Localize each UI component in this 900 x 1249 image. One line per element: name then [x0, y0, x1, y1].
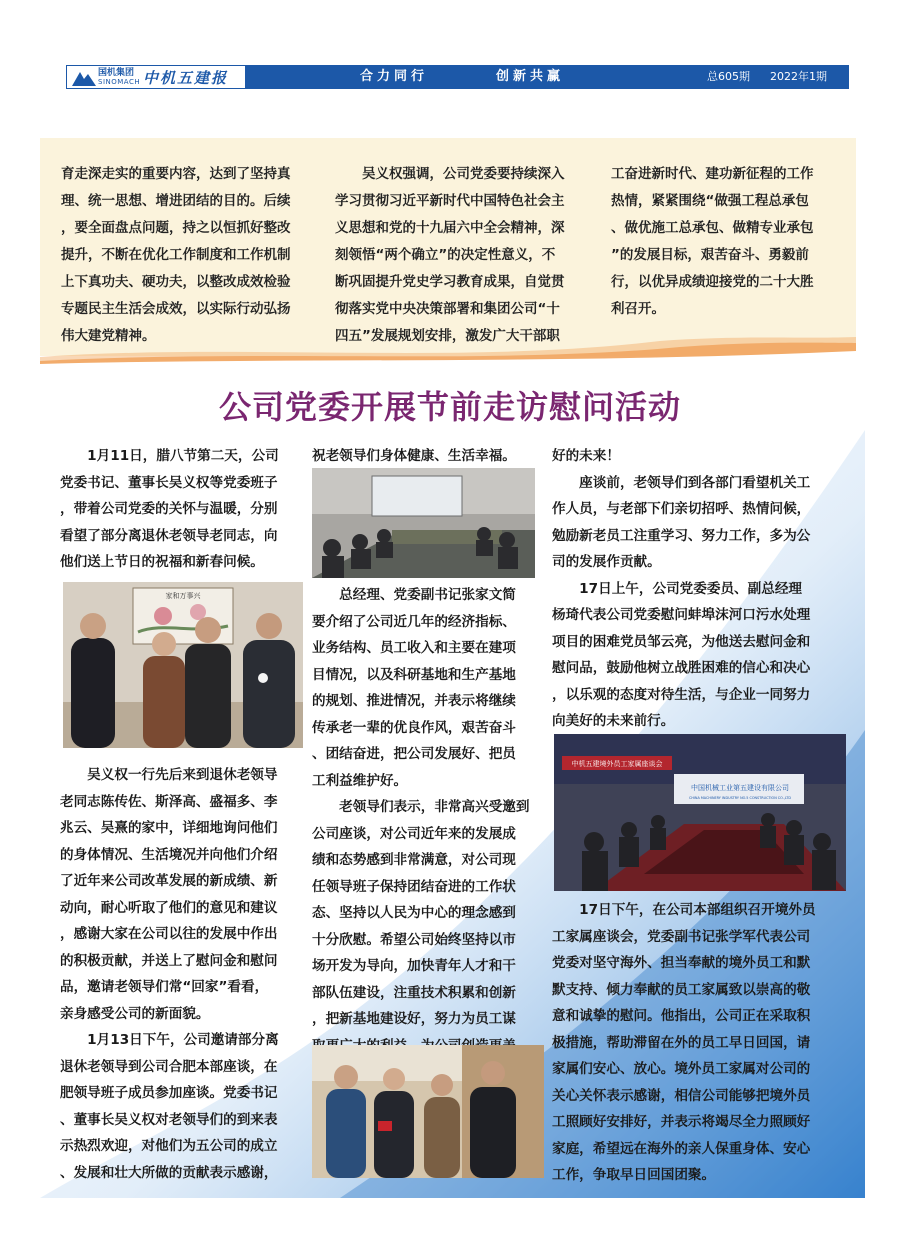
continuation-column-1: 育走深走实的重要内容，达到了坚持真 理、统一思想、增进团结的目的。后续 ，要全面盘点问题，持之以恒抓好整改 提升，不断在优化工作制度和工作机制 上下真功夫、硬功夫，以整改成效检验 专题民主生活会成效，以实际行动弘扬 伟大建党精神。 [61, 166, 291, 344]
sinomach-logo-icon [72, 70, 96, 86]
paper-name: 中机五建报 [143, 69, 229, 87]
logo-box [66, 65, 246, 89]
group-name: 国机集团 [98, 68, 135, 78]
article-column-2-top: 祝老领导们身体健康、生活幸福。 [312, 448, 516, 464]
meeting-banner-text: 中机五建境外员工家属座谈会 [571, 760, 663, 768]
company-wall-name: 中国机械工业第五建设有限公司 [691, 784, 789, 792]
continuation-column-2: 吴义权强调，公司党委要持续深入 学习贯彻习近平新时代中国特色社会主 义思想和党的十九届六中全会精神，深 刻领悟“两个确立”的决定性意义，不 断巩固提升党史学习教育成果，自觉贯 彻落实党中央决策部署和集团公司“十 四五”发展规划安排，激发广大干部职 [335, 166, 565, 344]
article-column-2-bottom: 总经理、党委副书记张家文简 要介绍了公司近几年的经济指标、 业务结构、员工收入和主要在建项 目情况，以及科研基地和生产基地 的规划、推进情况，并表示将继续 传承老一辈的优良作风，艰苦奋斗 、团结奋进，把公司发展好、把员 工利益维护好。 老领导们表示，非常高兴受邀到 公司座谈，对公司近年来的发展成 绩和态势感到非常满意，对公司现 任领导班子保持团结奋进的工作状 态、坚持以人民为中心的理念感到 十分欣慰。希望公司始终坚持以市 场开发为导向，加快青年人才和干 部队伍建设，注重技术积累和创新 ，把新基地建设好，努力为员工谋 [312, 587, 530, 1027]
masthead-bar [66, 65, 849, 89]
slogan-left: 合力同行 [360, 69, 429, 84]
photo-symposium [312, 468, 535, 578]
continuation-column-3: 工奋进新时代、建功新征程的工作 热情，紧紧围绕“做强工程总承包 、做优施工总承包、做精专业承包 ”的发展目标，艰苦奋斗、勇毅前 行，以优异成绩迎接党的二十大胜 利召开。 [611, 166, 814, 317]
calligraphy-scroll-text: 家和万事兴 [165, 592, 201, 600]
issue-number: 总605期 [707, 70, 750, 83]
issue-date: 2022年1期 [770, 70, 827, 83]
slogan-right: 创新共赢 [496, 69, 565, 84]
article-title: 公司党委开展节前走访慰问活动 [218, 388, 681, 426]
article-column-3-bottom: 17日下午，在公司本部组织召开境外员 工家属座谈会，党委副书记张学军代表公司 党委对坚守海外、担当奉献的境外员工和默 默支持、倾力奉献的员工家属致以崇高的敬 意和诚挚的慰问。他指出，公司正在采取积 极措施，帮助滞留在外的员工早日回国，请 家属们安心、放心。境外员工家属对公司的 关心关怀表示感谢，相信公司能够把境外员 工照顾好安排好，并表示将竭尽全力照顾好 家庭，希望远在海外的亲人保重身体、安心 工作，争取早日回国团聚。 [552, 902, 816, 1183]
photo-greeting [312, 1045, 544, 1178]
photo-home-visit [63, 582, 303, 748]
photo-family-meeting [554, 734, 846, 891]
article-column-1-top: 1月11日，腊八节第二天，公司 党委书记、董事长吴义权等党委班子 ，带着公司党委的关怀与温暖，分别 看望了部分离退休老领导老同志，向 他们送上节日的祝福和新春问候。 [60, 448, 279, 570]
group-name-en: SINOMACH [98, 78, 141, 86]
company-wall-name-en: CHINA MACHINERY INDUSTRY NO.5 CONSTRUCTION CO.,LTD [689, 796, 791, 800]
article-column-1-bottom: 吴义权一行先后来到退休老领导 老同志陈传佐、斯泽高、盛福多、李 兆云、吴熹的家中，详细地询问他们 的身体情况、生活境况并向他们介绍 了近年来公司改革发展的新成绩、新 动向，耐心听取了他们的意见和建议 ，感谢大家在公司以往的发展中作出 的积极贡献，并送上了慰问金和慰问 品，邀请老领导们常“回家”看看， 亲身感受公司的新面貌。 1月13日下午，公司邀请部分离 退休老领导到公司合肥本部座谈，在 肥领导班子成员参加座谈。党委书记 、董事长吴义权对老领导们的到来表 示热烈欢迎，对他们为五公司的成立 、发展和壮大所做的贡献表示感谢， [60, 767, 279, 1181]
article-column-3-top: 好的未来！ 座谈前，老领导们到各部门看望机关工 作人员，与老部下们亲切招呼、热情问候， 勉励新老员工注重学习、努力工作，多为公 司的发展作贡献。 17日上午，公司党委委员、副总经理 杨琦代表公司党委慰问蚌埠沫河口污水处理 项目的困难党员邹云亮，为他送去慰问金和 慰问品，鼓励他树立战胜困难的信心和决心 ，以乐观的态度对待生活，与企业一同努力 向美好的未来前行。 [552, 448, 811, 729]
